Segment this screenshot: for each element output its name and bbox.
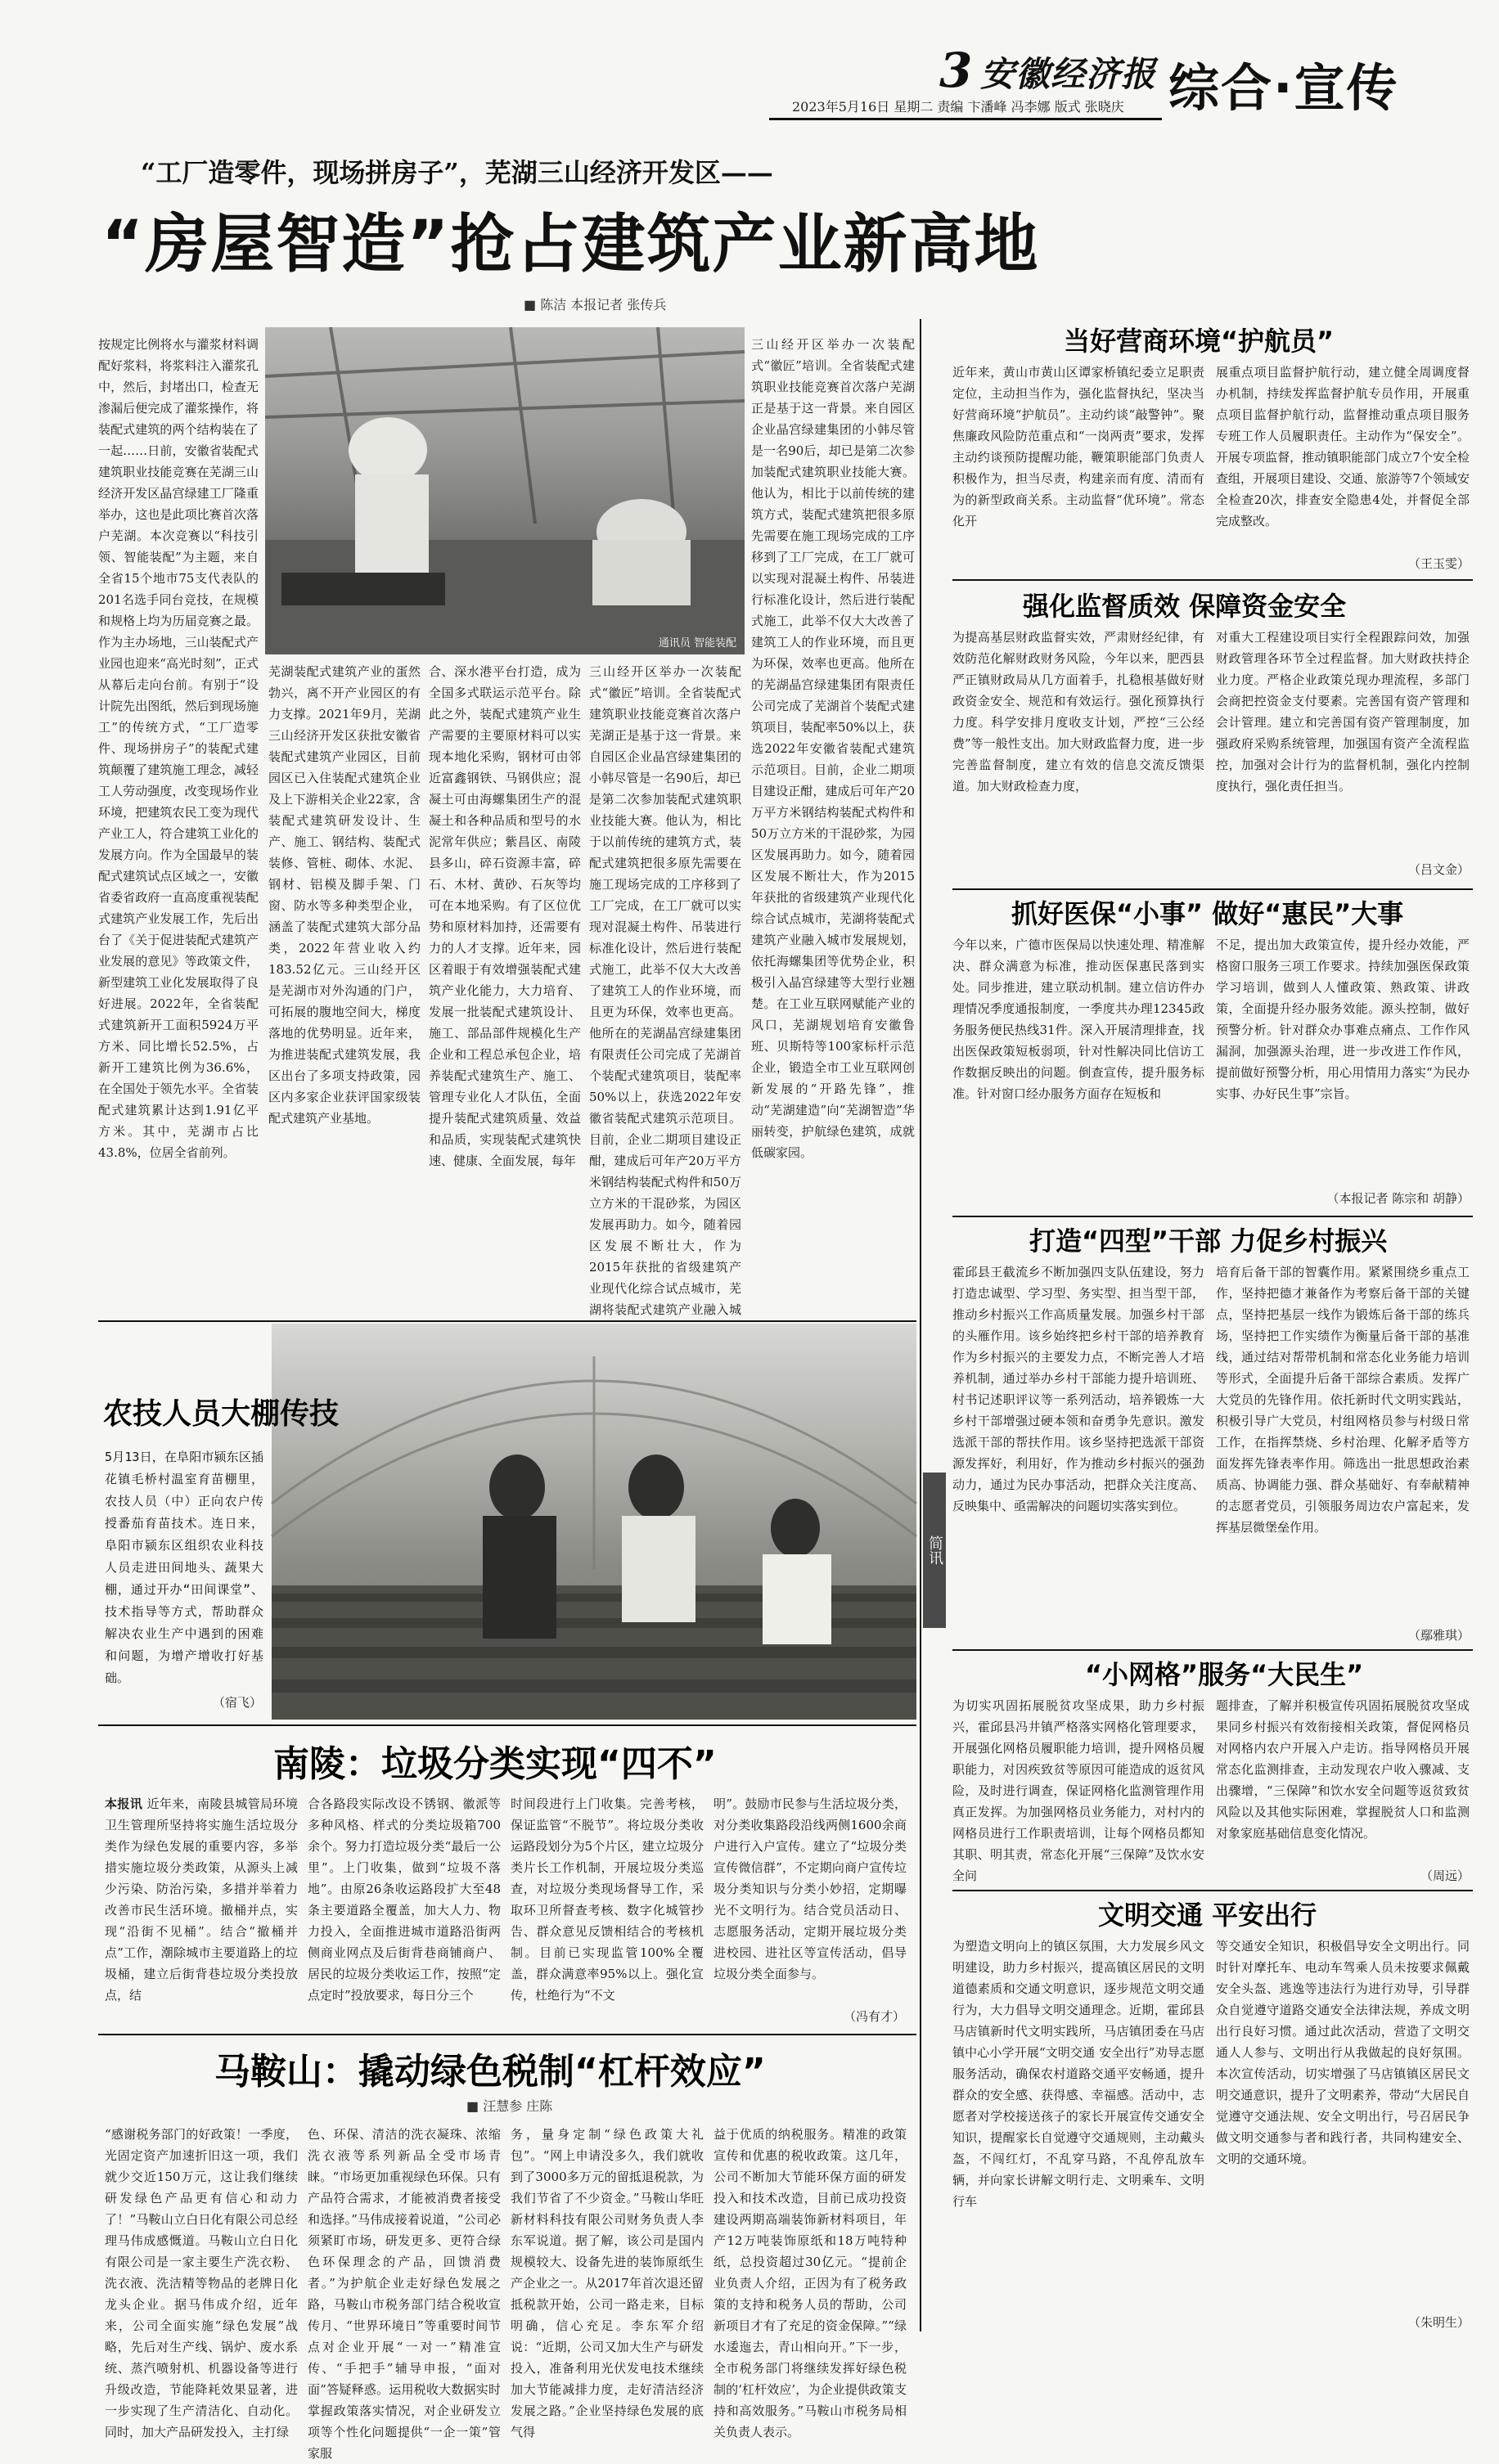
greenhouse-scene-image: [272, 1324, 916, 1720]
brief-title-2: 抓好医保“小事” 做好“惠民”大事: [1011, 898, 1404, 929]
brief-2-col1: 今年以来，广德市医保局以快速处理、精准解决、群众满意为标准，推动医保惠民落到实处。同步推进，建立联动机制。建立信访件办理情况季度通报制度，一季度共办理12345政务服务便民热线31件。深入开展清理排查，找出医保政策短板弱项，针对性解决同比信访工作数据反映出的问题。倒查宣传，提升服务标准。针对窗口经办服务方面存在短板和: [952, 937, 1204, 1101]
issue-info: 2023年5月16日 星期二 责编 卞潘峰 冯李娜 版式 张晓庆: [792, 99, 1124, 115]
greenhouse-photo: [272, 1324, 916, 1720]
brief-title-0: 当好营商环境“护航员”: [1064, 326, 1335, 357]
photo-feature-text: 5月13日，在阜阳市颍东区插花镇毛桥村温室育苗棚里，农技人员（中）正向农户传授番茄育苗技术。连日来，阜阳市颍东区组织农业科技人员走进田间地头、蔬果大棚，通过开办“田间课堂”、技术指导等方式，帮助群众解决农业生产中遇到的困难和问题，为增产增收打好基础。: [105, 1450, 263, 1685]
brief-5-credit: （朱明生）: [1407, 2315, 1470, 2330]
brief-rule-4: [952, 1890, 1473, 1891]
page-number: 3: [939, 43, 973, 98]
lead-photo-workers: [265, 327, 745, 654]
masthead-rule: [769, 118, 1162, 120]
lead-col3: 合、深水港平台打造，成为全国多式联运示范平台。除此之外，装配式建筑产业生产需要的主要原材料可以实现本地化采购，钢材可由邻近富鑫钢铁、马钢供应；混凝土可由海螺集团生产的混凝土和各种品质和型号的水泥常年供应；紫昌区、南陵县多山，碎石资源丰富，碎石、木材、黄砂、石灰等均可在本地采购。有了区位优势和原材料加持，还需要有力的人才支撑。近年来，园区着眼于有效增强装配式建筑产业化能力，大力培育、发展一批装配式建筑设计、施工、部品部件规模化生产企业和工程总承包企业，培养装配式建筑生产、施工、管理专业化人才队伍，全面提升装配式建筑质量、效益和品质，实现装配式建筑快速、健康、全面发展，每年: [429, 664, 581, 1168]
brief-2-col2: 不足，提出加大政策宣传，提升经办效能，严格窗口服务三项工作要求。持续加强医保政策学习培训，做到人人懂政策、熟政策、讲政策，全面提升经办服务效能。源头控制，做好预警分析。针对群众办事难点痛点、工作作风漏洞，加强源头治理，进一步改进工作作风，提前做好预警分析，用心用情用力落实“为民办实事、办好民生事”宗旨。: [1216, 937, 1470, 1101]
brief-0-col2: 展重点项目监督护航行动，建立健全周调度督办机制，持续发挥监督护航专员作用，开展重点项目监督护航行动，监督推动重点项目服务专班工作人员履职责任。主动作为“保安全”。开展专项监督，推动镇职能部门成立7个安全检查组，开展项目建设、交通、旅游等7个领域安全检查20次，排查安全隐患4处，并督促全部完成整改。: [1216, 365, 1470, 528]
lead-col2: 芜湖装配式建筑产业的蛋然勃兴，离不开产业园区的有力支撑。2021年9月，芜湖三山经济开发区获批安徽省装配式建筑产业园区，目前园区已入住装配式建筑企业及上下游相关企业22家，含装配式建筑研发设计、生产、施工、钢结构、装配式装修、管桩、砌体、水泥、钢材、铝模及脚手架、门窗、防水等多种类型企业，涵盖了装配式建筑大部分品类，2022年营业收入约183.52亿元。三山经开区是芜湖市对外沟通的门户，可拓展的腹地空间大，梯度落地的优势明显。近年来，为推进装配式建筑发展，我区出台了多项支持政策，园区内多家企业获评国家级装配式建筑产业基地。: [268, 664, 421, 1126]
lead-kicker: “工厂造零件，现场拼房子”，芜湖三山经济开发区——: [141, 157, 773, 188]
brief-title-4: “小网格”服务“大民生”: [1085, 1659, 1364, 1690]
paper-name: 安徽经济报: [980, 54, 1157, 94]
photo-feature-credit: （宿飞）: [212, 1695, 262, 1710]
brief-rule-2: [952, 1216, 1473, 1217]
lead-byline: ■ 陈洁 本报记者 张传兵: [524, 297, 667, 312]
brief-title-3: 打造“四型”干部 力促乡村振兴: [1029, 1225, 1388, 1257]
nanling-headline: 南陵：垃圾分类实现“四不”: [273, 1743, 717, 1785]
maanshan-col2: 色、环保、清洁的洗衣凝珠、浓缩洗衣液等系列新品全受市场青睐。“市场更加重视绿色环保。只有产品符合需求，才能被消费者接受和选择。”马伟成接着说道，“公司必须紧盯市场，研发更多、更符合绿色环保理念的产品，回馈消费者。”为护航企业走好绿色发展之路，马鞍山市税务部门结合税收宣传月、“世界环境日”等重要时间节点对企业开展“一对一”精准宣传、“手把手”辅导申报，“面对面”答疑释惑。运用税收大数据实时掌握政策落实情况，对企业研发立项等个性化问题提供“一企一策”管家服: [308, 2127, 501, 2461]
nanling-col1: 本报讯 近年来，南陵县城管局环境卫生管理所坚持将实施生活垃圾分类作为绿色发展的重要内容，多举措实施垃圾分类政策，从源头上减少污染、防治污染，多措并举着力改善市民生活环境。撤桶并点，实现“沿街不见桶”。结合“撤桶并点”工作，潮除城市主要道路上的垃圾桶，建立后街背巷垃圾分类投放点，结: [105, 1796, 298, 2003]
brief-0-col1: 近年来，黄山市黄山区谭家桥镇纪委立足职责定位，主动担当作为，强化监督执纪，坚决当好营商环境“护航员”。主动约谈“敲警钟”。聚焦廉政风险防范重点和“一岗两责”要求，发挥主动约谈预防提醒功能，鞭策职能部门负责人积极作为，担当尽责，构建亲而有度、清而有为的新型政商关系。主动监督“优环境”。常态化开: [952, 365, 1204, 528]
brief-rule-3: [952, 1649, 1473, 1651]
nanling-col3: 时间段进行上门收集。完善考核，保证监管“不脱节”。将垃圾分类收运路段划分为5个片区，建立垃圾分类片长工作机制，开展垃圾分类巡查，对垃圾分类现场督导工作，采取环卫所督查考核、数字化城管抄告、群众意见反馈相结合的考核机制。目前已实现监管100%全覆盖，群众满意率95%以上。强化宣传，杜绝行为“不文: [511, 1796, 704, 2003]
nanling-bottom-rule: [98, 2034, 916, 2035]
maanshan-col4: 益于优质的纳税服务。精准的政策宣传和优惠的税收政策。这几年，公司不断加大节能环保方面的研发投入和技术改造，目前已成功投资建设两期高端装饰新材料项目，年产12万吨装饰原纸和18万吨特种纸，总投资超过30亿元。“提前企业负责人介绍，正因为有了税务政策的支持和税务人员的帮助，公司新项目才有了充足的资金保障。”“绿水逶迤去，青山相向开。”下一步，全市税务部门将继续发挥好绿色税制的‘杠杆效应’，为企业提供政策支持和高效服务。”马鞍山市税务局相关负责人表示。: [713, 2127, 907, 2439]
brief-2-credit: （本报记者 陈宗和 胡静）: [1326, 1191, 1470, 1206]
factory-scene-image: [265, 327, 745, 654]
brief-5-col2: 等交通安全知识，积极倡导安全文明出行。同时针对摩托车、电动车驾乘人员未按要求佩戴安全头盔、逃逸等违法行为进行劝导，引导群众自觉遵守道路交通安全法律法规，养成文明出行良好习惯。通过此次活动，营造了文明交通人人参与、文明出行从我做起的良好氛围。本次宣传活动，切实增强了马店镇镇区居民文明交通意识，提升了文明素养，带动“大居民自觉遵守交通法规、安全文明出行，号召居民争做文明交通参与者和践行者，共同构建安全、文明的交通环境。: [1216, 1939, 1470, 2166]
nanling-credit: （冯有才）: [843, 2009, 905, 2024]
brief-title-1: 强化监督质效 保障资金安全: [1023, 591, 1347, 622]
brief-title-5: 文明交通 平安出行: [1098, 1900, 1317, 1931]
nanling-col4: 明”。鼓励市民参与生活垃圾分类，对分类收集路段沿线两侧1600余商户进行入户宣传。建立了“垃圾分类宣传微信群”，不定期向商户宣传垃圾分类知识与分类小妙招，定期曝光不文明行为。结合党员活动日、志愿服务活动，定期开展垃圾分类进校园、进社区等宣传活动，倡导垃圾分类全面参与。: [713, 1796, 907, 1981]
maanshan-byline: ■ 汪慧参 庄陈: [466, 2098, 553, 2114]
maanshan-col3: 务，量身定制“绿色政策大礼包”。“网上申请没多久，我们就收到了3000多万元的留抵退税款，为我们节省了不少资金。”马鞍山华旺新材料科技有限公司财务负责人李东军说道。据了解，该公司是国内规模较大、设备先进的装饰原纸生产企业之一。从2017年首次退还留抵税款开始，公司一路走来，目标明确，信心充足。李东军介绍说：“近期，公司又加大生产与研发投入，准备利用光伏发电技术继续加大节能减排力度，走好清洁经济发展之路。”企业坚持绿色发展的底气得: [511, 2127, 704, 2439]
nanling-col2: 合各路段实际改设不锈钢、徽派等多种风格、样式的分类垃圾箱700余个。努力打造垃圾分类“最后一公里”。上门收集，做到“垃圾不落地”。由原26条收运路段扩大至48条主要道路全覆盖，加大人力、物力投入，全面推进城市道路沿街两侧商业网点及后街背巷商铺商户、居民的垃圾分类收运工作，按照“定点定时”投放要求，每日分三个: [308, 1796, 501, 2003]
byline-marker-icon: ■: [524, 297, 541, 312]
lead-col4: 三山经开区举办一次装配式“徽匠”培训。全省装配式建筑职业技能竞赛首次落户芜湖正是基于这一背景。来自园区企业晶宫绿建集团的小韩尽管是一名90后，却已是第二次参加装配式建筑职业技能大赛。他认为，相比于以前传统的建筑方式，装配式建筑把很多原先需要在施工现场完成的工序移到了工厂完成，在工厂就可以实现对混凝土构件、吊装进行标准化设计，然后进行装配式施工，此举不仅大大改善了建筑工人的作业环境，而且更为环保，效率也更高。他所在的芜湖晶宫绿建集团有限责任公司完成了芜湖首个装配式建筑项目，装配率50%以上，获选2022年安徽省装配式建筑示范项目。目前，企业二期项目建设正酣，建成后可年产20万平方米钢结构装配式构件和50万立方米的干混砂浆，为园区发展再助力。如今，随着园区发展不断壮大，作为2015年获批的省级建筑产业现代化综合试点城市，芜湖将装配式建筑产业融入城: [589, 664, 741, 1317]
brief-3-col1: 霍邱县王截流乡不断加强四支队伍建设，努力打造忠诚型、学习型、务实型、担当型干部，推动乡村振兴工作高质量发展。加强乡村干部的头雁作用。该乡始终把乡村干部的培养教育作为乡村振兴的主要发力点，不断完善人才培养机制，通过举办乡村干部能力提升培训班、村书记述职评议等一系列活动，培养锻炼一大乡村干部增强过硬本领和奋勇争先意识。激发选派干部的帮扶作用。该乡坚持把选派干部资源发挥好，利用好，作为推动乡村振兴的强劲动力，通过为民办事活动，把群众关注度高、反映集中、亟需解决的问题切实落实到位。: [952, 1265, 1204, 1513]
brief-4-col1: 为切实巩固拓展脱贫攻坚成果，助力乡村振兴，霍邱县冯井镇严格落实网格化管理要求，开展强化网格员履职能力培训，提升网格员履职能力，对因疾致贫等原因可能造成的返贫风险，及时进行调查，保证网格化监测管理作用真正发挥。为加强网格员业务能力，对村内的网格员进行工作职责培训，让每个网格员都知其职、明其责，常态化开展“三保障”及饮水安全问: [952, 1698, 1204, 1883]
brief-1-col2: 对重大工程建设项目实行全程跟踪问效，加强财政管理各环节全过程监督。加大财政扶持企业力度。严格企业政策兑现办理流程，多部门会商把控资金支付要素。完善国有资产管理和会计管理。建立和完善国有资产管理制度，加强政府采购系统管理，加强国有资产全流程监控，加强对会计行为的监督机制，强化内控制度执行，强化责任担当。: [1216, 630, 1470, 794]
brief-5-col1: 为塑造文明向上的镇区氛围，大力发展乡风文明建设，助力乡村振兴，提高镇区居民的文明道德素质和交通文明意识，逐步规范文明交通行为，大力倡导文明交通理念。近期，霍邱县马店镇新时代文明实践所，马店镇团委在马店镇中心小学开展“文明交通 安全出行”劝导志愿服务活动，确保农村道路交通平安畅通，提升群众的安全感、获得感、幸福感。活动中，志愿者对学校接送孩子的家长开展宣传交通安全知识，提醒家长自觉遵守交通规则，主动戴头盔，不闯红灯，不乱穿马路，不乱停乱放车辆，并向家长讲解文明行走、文明乘车、文明行车: [952, 1939, 1204, 2209]
right-column-divider: [920, 319, 921, 2331]
brief-4-credit: （周远）: [1420, 1868, 1470, 1883]
photo-feature-title: 农技人员大棚传技: [103, 1396, 340, 1431]
brief-1-credit: （吕文金）: [1407, 862, 1470, 877]
maanshan-col1: “感谢税务部门的好政策！一季度，光固定资产加速折旧这一项，我们就少交近150万元，这让我们继续研发绿色产品更有信心和动力了！”马鞍山立白日化有限公司总经理马伟成感慨道。马鞍山立白日化有限公司是一家主要生产洗衣粉、洗衣液、洗洁精等物品的老牌日化龙头企业。据马伟成介绍，近年来，公司全面实施“绿色发展”战略，先后对生产线、锅炉、废水系统、蒸汽喷射机、机器设备等进行升级改造，节能降耗效果显著，进一步实现了生产清洁化、自动化。同时，加大产品研发投入，主打绿: [105, 2127, 298, 2439]
brief-3-credit: （鄢雅琪）: [1407, 1628, 1470, 1643]
brief-rule-1: [952, 888, 1473, 890]
maanshan-headline: 马鞍山：撬动绿色税制“杠杆效应”: [214, 2051, 766, 2093]
brief-rule-0: [952, 579, 1473, 581]
section-title: 综合·宣传: [1168, 58, 1399, 118]
brief-3-col2: 培育后备干部的智囊作用。紧紧围绕乡重点工作，坚持把德才兼备作为考察后备干部的关键点，坚持把基层一线作为锻炼后备干部的练兵场，坚持把工作实绩作为衡量后备干部的基准线，通过结对帮带机制和常态化业务能力培训等形式，全面提升后备干部综合素质。发挥广大党员的先锋作用。依托新时代文明实践站，积极引导广大党员，村组网格员参与村级日常工作，在指挥禁烧、乡村治理、化解矛盾等方面发挥先锋表率作用。筛选出一批思想政治素质高、协调能力强、群众基础好、有奉献精神的志愿者党员，引领服务周边农户富起来，发挥基层微堡垒作用。: [1216, 1265, 1470, 1535]
lead-bottom-rule: [98, 1320, 916, 1322]
photo-bottom-rule: [98, 1724, 916, 1726]
lead-headline: “房屋智造”抢占建筑产业新高地: [101, 208, 1040, 281]
brief-side-tag: 简讯: [923, 1473, 946, 1628]
brief-1-col1: 为提高基层财政监督实效，严肃财经纪律，有效防范化解财政财务风险，今年以来，肥西县严正镇财政局从几方面着手，扎稳根基做好财政资金安全、规范和有效运行。强化预算执行力度。科学安排月度收支计划，严控“三公经费”等一般性支出。加大财政监督力度，进一步完善监督制度，建立有效的信息交流反馈渠道。加大财政检查力度，: [952, 630, 1204, 794]
brief-4-col2: 题排查，了解并积极宣传巩固拓展脱贫攻坚成果同乡村振兴有效衔接相关政策，督促网格员对网格内农户开展入户走访。指导网格员开展常态化监测排查，主动发现农户收入骤减、支出骤增，“三保障”和饮水安全问题等返贫致贫风险以及其他实际困难，掌握脱贫人口和监测对象家庭基础信息变化情况。: [1216, 1698, 1470, 1841]
photo-credit: 通讯员 智能装配: [658, 637, 736, 650]
byline-marker-icon: ■: [466, 2098, 484, 2114]
lead-col1: 按规定比例将水与灌浆材料调配好浆料，将浆料注入灌浆孔中，然后，封堵出口，检查无渗漏后便完成了灌浆操作，将装配式建筑的两个结构装在了一起……日前，安徽省装配式建筑职业技能竞赛在芜湖三山经济开发区晶宫绿建工厂隆重举办，这也是此项比赛首次落户芜湖。本次竞赛以“科技引领、智能装配”为主题，来自全省15个地市75支代表队的201名选手同台竞技，在规模和规格上均为历届竞赛之最。作为主办场地，三山装配式产业园也迎来“高光时刻”，正式从幕后走向台前。有别于“设计院先出图纸，然后到现场施工”的传统方式，“工厂造零件、现场拼房子”的装配式建筑颠覆了建筑施工理念，减轻工人劳动强度，改变现场作业环境，把建筑农民工变为现代产业工人，符合建筑工业化的发展方向。作为全国最早的装配式建筑试点区域之一，安徽省委省政府一直高度重视装配式建筑产业发展工作，先后出台了《关于促进装配式建筑产业发展的意见》等政策文件，新型建筑工业化发展取得了良好进展。2022年，全省装配式建筑新开工面积5924万平方米、同比增长52.5%，占新开工建筑比例为36.6%，在全国处于领先水平。全省装配式建筑累计达到1.91亿平方米。其中，芜湖市占比43.8%，位居全省前列。: [98, 337, 259, 1160]
brief-0-credit: （王玉雯）: [1407, 556, 1470, 571]
lead-col5-text: 三山经开区举办一次装配式“徽匠”培训。全省装配式建筑职业技能竞赛首次落户芜湖正是基于这一背景。来自园区企业晶宫绿建集团的小韩尽管是一名90后，却已是第二次参加装配式建筑职业技能大赛。他认为，相比于以前传统的建筑方式，装配式建筑把很多原先需要在施工现场完成的工序移到了工厂完成，在工厂就可以实现对混凝土构件、吊装进行标准化设计，然后进行装配式施工，此举不仅大大改善了建筑工人的作业环境，而且更为环保，效率也更高。他所在的芜湖晶宫绿建集团有限责任公司完成了芜湖首个装配式建筑项目，装配率50%以上，获选2022年安徽省装配式建筑示范项目。目前，企业二期项目建设正酣，建成后可年产20万平方米钢结构装配式构件和50万立方米的干混砂浆，为园区发展再助力。如今，随着园区发展不断壮大，作为2015年获批的省级建筑产业现代化综合试点城市，芜湖将装配式建筑产业融入城市发展规划，依托海螺集团等优势企业，积极引入晶宫绿建等大型行业翘楚。在工业互联网赋能产业的风口，芜湖规划培育安徽鲁班、贝斯特等100家标杆示范企业，锻造全市工业互联网创新发展的“开路先锋”，推动“芜湖建造”向“芜湖智造”华丽转变，护航绿色建筑，成就低碳家园。: [751, 337, 915, 1160]
